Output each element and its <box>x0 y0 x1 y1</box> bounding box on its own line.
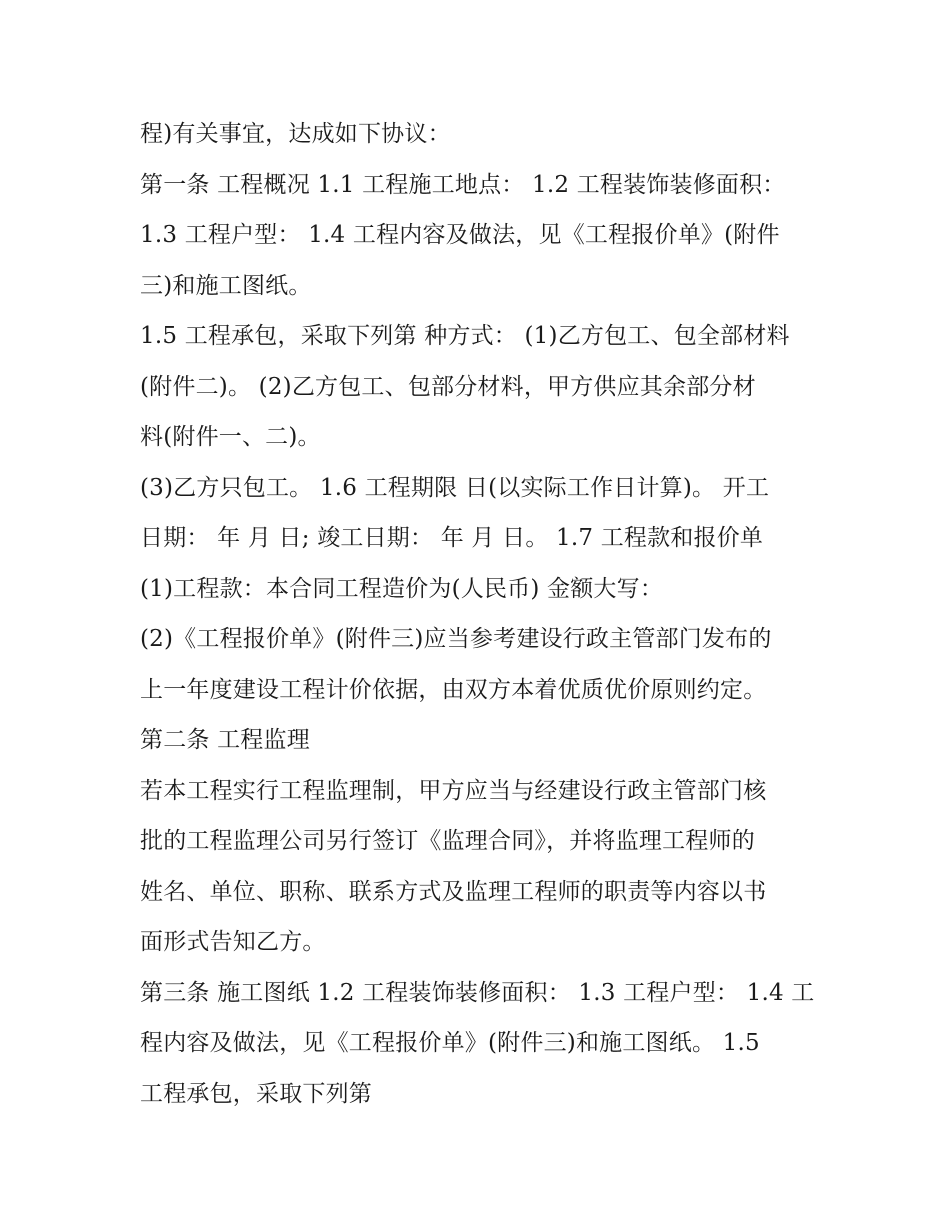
text-line: 程内容及做法，见《工程报价单》(附件三)和施工图纸。 1.5 <box>140 1030 760 1056</box>
text-line: 三)和施工图纸。 <box>140 272 312 299</box>
text-line: 日期： 年 月 日; 竣工日期： 年 月 日。 1.7 工程款和报价单 <box>140 525 764 551</box>
text-line: 料(附件一、二)。 <box>140 424 321 450</box>
text-line: 1.5 工程承包，采取下列第 种方式： (1)乙方包工、包全部材料 <box>140 323 790 349</box>
text-line: 第三条 施工图纸 1.2 工程装饰装修面积： 1.3 工程户型： 1.4 工 <box>140 979 815 1006</box>
text-line: 工程承包，采取下列第 <box>140 1080 372 1107</box>
text-line: 1.3 工程户型： 1.4 工程内容及做法，见《工程报价单》(附件 <box>140 222 780 248</box>
text-line: 第一条 工程概况 1.1 工程施工地点： 1.2 工程装饰装修面积： <box>140 171 786 198</box>
text-line: 姓名、单位、职称、联系方式及监理工程师的职责等内容以书 <box>140 878 767 905</box>
section-heading: 第二条 工程监理 <box>140 727 310 753</box>
document-body <box>140 109 820 1119</box>
text-line: (1)工程款：本合同工程造价为(人民币) 金额大写： <box>140 575 664 602</box>
text-line: 面形式告知乙方。 <box>140 929 326 955</box>
text-line: (附件二)。 (2)乙方包工、包部分材料，甲方供应其余部分材 <box>140 373 756 400</box>
text-line: (2)《工程报价单》(附件三)应当参考建设行政主管部门发布的 <box>140 626 772 652</box>
text-line: 若本工程实行工程监理制，甲方应当与经建设行政主管部门核 <box>140 777 767 804</box>
text-line: 上一年度建设工程计价依据，由双方本着优质优价原则约定。 <box>140 676 767 703</box>
text-line: (3)乙方只包工。 1.6 工程期限 日(以实际工作日计算)。 开工 <box>140 474 770 501</box>
text-line: 批的工程监理公司另行签订《监理合同》，并将监理工程师的 <box>140 828 755 854</box>
text-line: 程)有关事宜，达成如下协议： <box>140 121 451 147</box>
